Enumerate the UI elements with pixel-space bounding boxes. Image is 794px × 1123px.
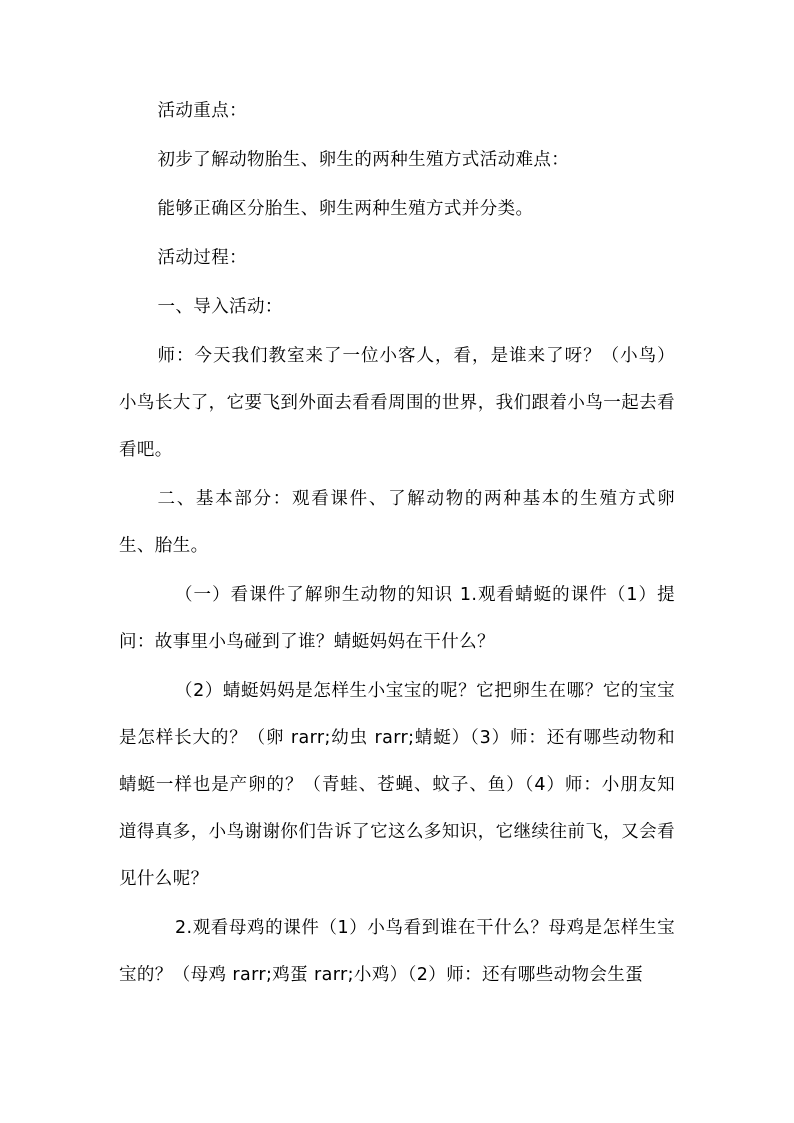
paragraph-focus-content: 初步了解动物胎生、卵生的两种生殖方式活动难点： — [157, 150, 570, 170]
paragraph-focus-heading: 活动重点： — [157, 101, 247, 121]
paragraph-difficulty-content: 能够正确区分胎生、卵生两种生殖方式并分类。 — [157, 199, 534, 219]
paragraph-intro-dialogue: 师：今天我们教室来了一位小客人，看，是谁来了呀？（小鸟）小鸟长大了，它要飞到外面去看看周围的世界，我们跟着小鸟一起去看看吧。 — [119, 346, 675, 460]
paragraph-section-one-heading: 一、导入活动： — [157, 297, 283, 317]
paragraph-dragonfly-questions: （2）蜻蜓妈妈是怎样生小宝宝的呢？它把卵生在哪？它的宝宝是怎样长大的？（卵 rarr;幼虫 rarr;蜻蜓）（3）师：还有哪些动物和蜻蜓一样也是产卵的？（青蛙、苍蝇、蚊子、鱼）（4）师：小朋友知道得真多，小鸟谢谢你们告诉了它这么多知识，它继续往前飞，又会看见什么呢？ — [119, 681, 675, 889]
paragraph-hen-courseware: 2.观看母鸡的课件（1）小鸟看到谁在干什么？母鸡是怎样生宝宝的？（母鸡 rarr;鸡蛋 rarr;小鸡）（2）师：还有哪些动物会生蛋 — [119, 918, 675, 985]
paragraph-section-two-heading: 二、基本部分：观看课件、了解动物的两种基本的生殖方式卵生、胎生。 — [119, 489, 675, 556]
document-body — [119, 88, 675, 1001]
paragraph-process-heading: 活动过程： — [157, 248, 247, 268]
paragraph-subsection-one: （一）看课件了解卵生动物的知识 1.观看蜻蜓的课件（1）提问：故事里小鸟碰到了谁？蜻蜓妈妈在干什么？ — [119, 585, 675, 652]
